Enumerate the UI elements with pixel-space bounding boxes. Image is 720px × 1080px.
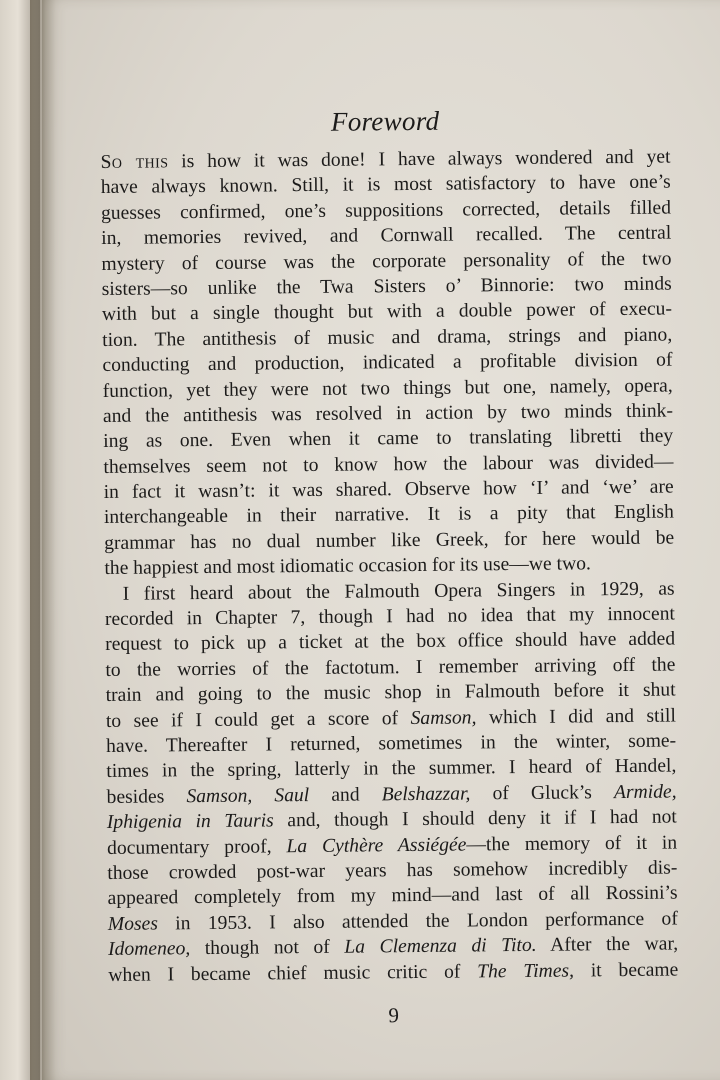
text-run: besides: [106, 785, 187, 808]
chapter-heading: Foreword: [330, 105, 440, 137]
text-run: —the memory of it in: [466, 832, 678, 856]
italic-title: Samson, Saul: [186, 784, 310, 807]
text-run: those crowded post-war years has somehow incredibly dis-: [107, 857, 678, 884]
italic-title: Armide,: [613, 781, 677, 803]
text-run: in, memories revived, and Cornwall recalled. The central: [101, 222, 672, 250]
text-run: After the war,: [536, 933, 679, 956]
text-run: in fact it wasn’t: it was shared. Observe how ‘I’ and ‘we’ are: [103, 476, 674, 504]
italic-title: Iphigenia in Tauris: [106, 810, 274, 834]
text-run: sisters—so unlike the Twa Sisters o’ Binnorie: two minds: [101, 273, 672, 300]
text-line: [108, 957, 678, 988]
italic-title: Moses: [107, 913, 159, 935]
italic-title: The Times,: [477, 959, 575, 982]
text-run: it became: [573, 958, 679, 981]
text-run: times in the spring, latterly in the summer. I heard of Handel,: [106, 755, 677, 783]
italic-title: Idomeneo,: [107, 938, 191, 961]
text-run: to see if I could get a score of: [105, 707, 411, 732]
text-run: when I became chief music critic of: [108, 960, 478, 986]
text-run: of Gluck’s: [470, 781, 615, 805]
text-run: I first heard about the Falmouth Opera Singers in 1929, as: [122, 578, 675, 605]
text-run: mystery of course was the corporate personality of the two: [101, 248, 672, 275]
text-run: have. Thereafter I returned, sometimes in the winter, some-: [106, 730, 677, 757]
body-text: [100, 145, 678, 988]
text-run: themselves seem not to know how the labour was divided—: [103, 451, 674, 478]
text-run: conducting and production, indicated a profitable division of: [102, 349, 673, 377]
text-run: though not of: [190, 936, 345, 960]
text-run: to the worries of the factotum. I remember arriving off the: [105, 654, 676, 681]
text-run: ing as one. Even when it came to translating libretti they: [103, 425, 674, 453]
italic-title: La Clemenza di Tito.: [344, 934, 537, 958]
text-run: and: [309, 784, 382, 806]
small-caps-opening: So this: [100, 151, 169, 173]
gutter-shadow: [30, 0, 56, 1080]
page-text-block: [100, 103, 679, 1031]
text-run: and, though I should deny it if I had not: [273, 806, 677, 832]
text-run: grammar has no dual number like Greek, for here would be: [104, 527, 675, 554]
text-run: in 1953. I also attended the London performance of: [157, 908, 678, 935]
text-run: guesses confirmed, one’s suppositions corrected, details filled: [100, 197, 672, 224]
text-run: and the antithesis was resolved in action by two minds think-: [102, 400, 674, 427]
text-run: appeared completely from my mind—and last of all Rossini’s: [107, 882, 678, 910]
text-run: train and going to the music shop in Falmouth before it shut: [105, 679, 676, 707]
page-number: 9: [388, 1003, 400, 1028]
text-run: request to pick up a ticket at the box office should have added: [105, 628, 676, 656]
text-run: recorded in Chapter 7, though I had no idea that my innocent: [104, 603, 675, 631]
text-run: tion. The antithesis of music and drama, strings and piano,: [102, 324, 673, 351]
text-run: interchangeable in their narrative. It is a pity that English: [103, 501, 675, 529]
text-run: have always known. Still, it is most satisfactory to have one’s: [100, 171, 671, 199]
italic-title: Samson,: [410, 707, 477, 729]
text-run: which I did and still: [476, 705, 676, 729]
text-run: the happiest and most idiomatic occasion for its use—we two.: [104, 553, 591, 580]
text-run: is how it was done! I have always wondered and yet: [168, 146, 671, 173]
book-page: [42, 0, 720, 1080]
text-run: with but a single thought but with a double power of execu-: [101, 298, 673, 326]
text-run: documentary proof,: [107, 835, 287, 859]
italic-title: Belshazzar,: [381, 783, 471, 806]
italic-title: La Cythère Assiégée: [286, 834, 467, 857]
text-run: function, yet they were not two things but one, namely, opera,: [102, 375, 673, 402]
